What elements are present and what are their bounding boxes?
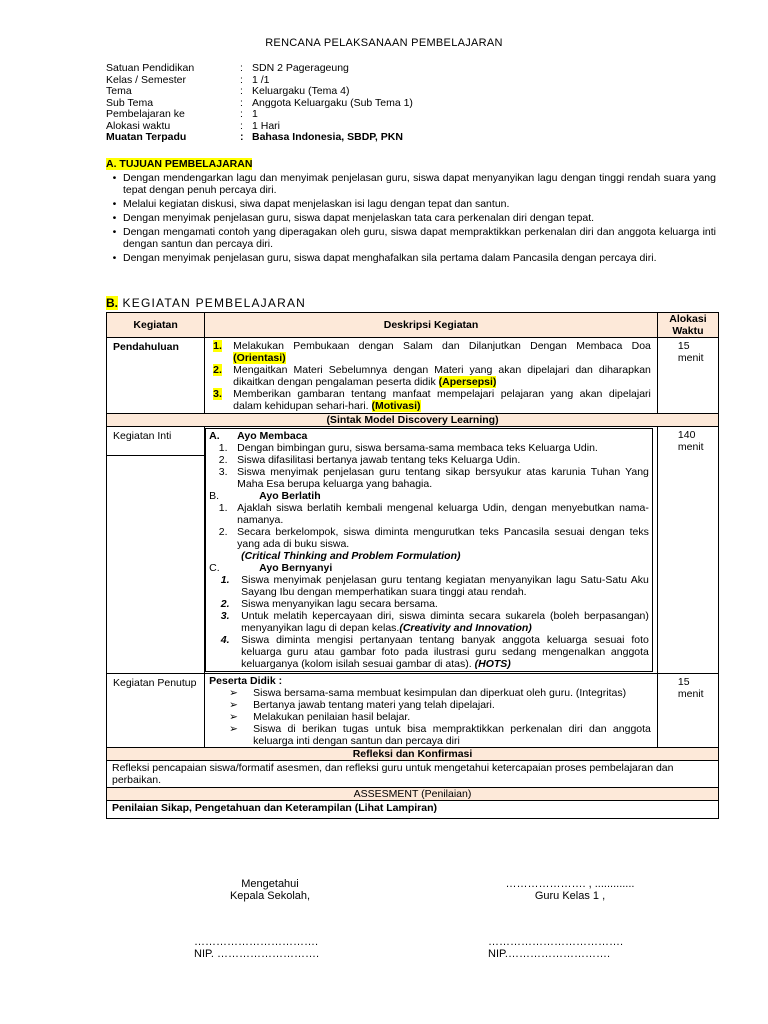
table-row-pendahuluan: [107, 338, 719, 414]
identity-block: [106, 62, 526, 143]
info-sep: :: [240, 96, 243, 109]
list-item: ➢ Melakukan penilaian hasil belajar.: [229, 711, 411, 723]
refleksi-band: Refleksi dan Konfirmasi: [107, 748, 719, 761]
sig-name-line: ……………………………….: [488, 936, 624, 948]
info-row: [106, 62, 526, 74]
asesmen-band: ASSESMENT (Penilaian): [107, 788, 719, 801]
info-row: [106, 120, 526, 132]
list-item: 4. Siswa diminta mengisi pertanyaan tentang banyak anggota keluarga sesuai foto keluarga guru atau gambar foto pada ilustrasi guru sedang mengenalkan anggota keluarganya (kolom isilah sesuai gambar di atas). (HOTS): [220, 634, 649, 670]
info-sep: :: [240, 62, 243, 74]
list-item: 2. Siswa difasilitasi bertanya jawab tentang teks Keluarga Udin.: [218, 454, 521, 466]
arrow-icon: ➢: [229, 699, 238, 711]
item-text: Melakukan Pembukaan dengan Salam dan Dilanjutkan Dengan Membaca Doa: [233, 340, 651, 352]
bullet-icon: •: [112, 212, 117, 224]
section-b-title: KEGIATAN PEMBELAJARAN: [122, 296, 307, 310]
list-item: [213, 364, 651, 388]
info-key: Pembelajaran ke: [106, 108, 185, 120]
bullet-icon: •: [112, 226, 117, 238]
item-tag: (Apersepsi): [438, 376, 497, 388]
section-b-letter: B.: [106, 296, 118, 310]
page-title: RENCANA PELAKSANAAN PEMBELAJARAN: [265, 37, 503, 49]
info-row: [106, 74, 526, 86]
info-key: Kelas / Semester: [106, 73, 186, 86]
row-label: Kegiatan Inti: [107, 427, 204, 456]
bullet-icon: •: [112, 198, 117, 210]
row-alokasi: 15 menit: [657, 674, 718, 748]
signature-right-bottom: [488, 936, 658, 960]
list-item: ➢ Bertanya jawab tentang materi yang telah dipelajari.: [229, 699, 495, 711]
goal-item: [106, 198, 716, 210]
sig-role: Guru Kelas 1 ,: [534, 890, 606, 902]
table-header-row: [107, 313, 719, 338]
b-note: (Critical Thinking and Problem Formulation): [241, 550, 461, 562]
list-item: 1. Dengan bimbingan guru, siswa bersama-sama membaca teks Keluarga Udin.: [218, 442, 598, 454]
item-number: 2.: [213, 364, 222, 376]
info-value: Keluargaku (Tema 4): [252, 85, 350, 97]
row-description: [205, 338, 658, 414]
info-row: [106, 97, 526, 109]
goal-item: [106, 252, 716, 264]
table-row-penutup: [107, 674, 719, 748]
list-item: [213, 388, 651, 412]
info-sep: :: [240, 119, 243, 132]
list-item: 3. Untuk melatih kepercayaan diri, siswa diminta secara sukarela (boleh berpasangan) menyanyikan lagu di depan kelas.(Creativity and Innovation): [220, 610, 649, 634]
asesmen-text-row: [107, 801, 719, 819]
inti-content: [205, 428, 653, 672]
signature-right: [485, 878, 655, 902]
penutup-lead: Peserta Didik :: [209, 675, 283, 687]
goal-text: Dengan mendengarkan lagu dan menyimak penjelasan guru, siswa dapat menyanyikan lagu dengan tinggi rendah suara yang tepat dengan penuh percaya diri.: [123, 172, 716, 196]
info-key: Sub Tema: [106, 96, 154, 109]
list-item: 2. Siswa menyanyikan lagu secara bersama.: [220, 598, 438, 610]
list-item: [213, 340, 651, 364]
signature-left: [200, 878, 340, 902]
goal-text: Dengan menyimak penjelasan guru, siswa dapat menjelaskan tata cara perkenalan diri dengan tepat.: [123, 212, 595, 224]
sig-name-line: …………………………….: [194, 936, 319, 948]
row-label-cell: [107, 427, 205, 674]
info-value: SDN 2 Pagerageung: [252, 62, 349, 74]
header-kegiatan: Kegiatan: [107, 313, 205, 338]
info-row: [106, 108, 526, 120]
list-item: 1. Ajaklah siswa berlatih kembali mengenal keluarga Udin, dengan menyebutkan nama-namanya.: [218, 502, 649, 526]
row-label: Kegiatan Penutup: [107, 674, 205, 748]
header-alokasi: Alokasi Waktu: [657, 313, 718, 338]
item-number: 3.: [213, 388, 222, 400]
header-deskripsi: Deskripsi Kegiatan: [205, 313, 658, 338]
arrow-icon: ➢: [229, 723, 238, 735]
arrow-icon: ➢: [229, 687, 238, 699]
info-value: 1 /1: [252, 73, 270, 86]
item-text: Mengaitkan Materi Sebelumnya dengan Materi yang akan dipelajari dan diharapkan dikaitkan dengan pengalaman peserta didik: [233, 364, 651, 388]
sub-heading-c: C. Ayo Bernyanyi: [209, 562, 333, 574]
info-value: Anggota Keluargaku (Sub Tema 1): [252, 96, 413, 109]
goal-item: [106, 172, 716, 196]
row-label: Pendahuluan: [107, 338, 205, 414]
asesmen-title-row: [107, 788, 719, 801]
bullet-icon: •: [112, 172, 117, 184]
refleksi-title-row: [107, 748, 719, 761]
goal-text: Melalui kegiatan diskusi, siwa dapat menjelaskan isi lagu dengan tepat dan santun.: [123, 198, 510, 210]
goal-text: Dengan menyimak penjelasan guru, siswa dapat menghafalkan sila pertama dalam Pancasila dengan percaya diri.: [123, 252, 657, 264]
row-description: [205, 674, 658, 748]
list-item: 2. Secara berkelompok, siswa diminta mengurutkan teks Pancasila sesuai dengan teks yang ada di buku siswa.: [218, 526, 649, 550]
info-value: Bahasa Indonesia, SBDP, PKN: [252, 131, 403, 143]
sintak-row: [107, 414, 719, 427]
sig-role: Kepala Sekolah,: [229, 890, 311, 902]
goal-text: Dengan mengamati contoh yang diperagakan oleh guru, siswa dapat mempraktikkan perkenalan diri dan anggota keluarga inti dengan santun dan percaya diri.: [123, 226, 716, 250]
refleksi-text-row: [107, 761, 719, 788]
info-row: [106, 85, 526, 97]
info-sep: :: [240, 73, 243, 86]
info-key: Tema: [106, 85, 132, 97]
sig-nip: NIP.……………………….: [488, 948, 611, 960]
bullet-icon: •: [112, 252, 117, 264]
list-item: ➢ Siswa di berikan tugas untuk bisa mempraktikkan perkenalan diri dan anggota keluarga inti dengan santun dan percaya diri: [229, 723, 651, 747]
info-value: 1: [252, 108, 258, 120]
sig-place-date: …………………. , .............: [505, 878, 635, 890]
asesmen-text: Penilaian Sikap, Pengetahuan dan Keterampilan (Lihat Lampiran): [107, 801, 719, 819]
info-key: Alokasi waktu: [106, 119, 171, 132]
sub-heading-b: B. Ayo Berlatih: [209, 490, 321, 502]
row-alokasi: 140 menit: [657, 427, 718, 674]
info-key: Satuan Pendidikan: [106, 62, 195, 74]
sig-nip: NIP. ……………………….: [194, 948, 320, 960]
info-sep: :: [240, 131, 244, 143]
section-a-heading: [106, 158, 252, 170]
info-row: [106, 131, 526, 143]
sub-heading-a: A. Ayo Membaca: [209, 430, 308, 442]
signature-left-bottom: [194, 936, 364, 960]
info-sep: :: [240, 85, 243, 97]
item-text: Memberikan gambaran tentang manfaat mempelajari pelajaran yang akan dipelajari dalam kehidupan sehari-hari.: [233, 388, 651, 412]
item-tag: (Motivasi): [371, 400, 421, 412]
goal-item: [106, 212, 716, 224]
row-alokasi: 15 menit: [657, 338, 718, 414]
list-item: ➢ Siswa bersama-sama membuat kesimpulan dan diperkuat oleh guru. (Integritas): [229, 687, 627, 699]
arrow-icon: ➢: [229, 711, 238, 723]
item-number: 1.: [213, 340, 222, 352]
info-key: Muatan Terpadu: [106, 131, 187, 143]
sintak-band: (Sintak Model Discovery Learning): [107, 414, 719, 427]
row-description: [205, 427, 658, 674]
goal-item: [106, 226, 716, 250]
goals-list: [106, 172, 716, 266]
list-item: 3. Siswa menyimak penjelasan guru tentang sikap bersyukur atas karunia Tuhan Yang Maha Esa berupa keluarga yang bahagia.: [218, 466, 649, 490]
sig-label: Mengetahui: [241, 878, 299, 890]
list-item: 1. Siswa menyimak penjelasan guru tentang kegiatan menyanyikan lagu Satu-Satu Aku Sayang Ibu dengan memperhatikan suara tinggi atau rendah.: [220, 574, 649, 598]
table-row-inti: [107, 427, 719, 674]
section-a-title: A. TUJUAN PEMBELAJARAN: [106, 158, 253, 170]
section-b-heading: [106, 297, 306, 309]
info-sep: :: [240, 108, 243, 120]
item-tag: (Orientasi): [233, 352, 286, 364]
activity-table: [106, 312, 719, 819]
refleksi-text: Refleksi pencapaian siswa/formatif asesmen, dan refleksi guru untuk mengetahui ketercapaian proses pembelajaran dan perbaikan.: [107, 761, 719, 788]
info-value: 1 Hari: [252, 119, 281, 132]
